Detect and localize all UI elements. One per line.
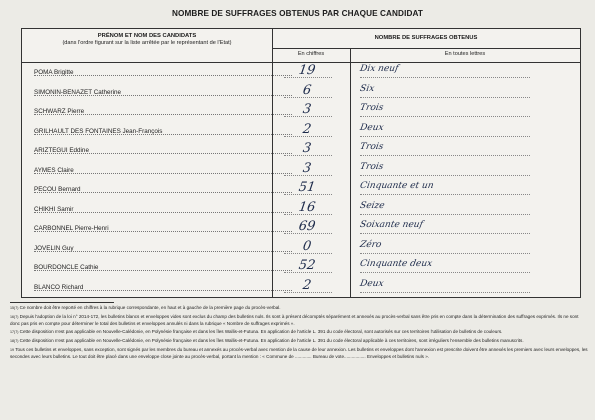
dotted-leader — [34, 173, 292, 174]
votes-digits: 3 — [301, 141, 313, 156]
votes-digits: 2 — [301, 121, 313, 137]
footnote-number: 15(7) — [10, 306, 19, 310]
letters-dotted-line — [360, 136, 530, 137]
letters-dotted-line — [360, 175, 530, 176]
footnote — [10, 329, 588, 336]
votes-digits: 6 — [301, 82, 313, 98]
footnote — [10, 338, 588, 345]
footnote-rule — [10, 302, 114, 303]
votes-digits: 51 — [297, 180, 317, 195]
letters-dotted-line — [360, 77, 530, 78]
table-row — [22, 142, 580, 160]
footnote-number: 18(7) — [10, 339, 19, 344]
candidate-name: PECOU Bernard — [34, 186, 81, 193]
table-row — [22, 279, 580, 297]
candidate-name: SCHWARZ Pierre — [34, 108, 85, 115]
votes-letters: Trois — [359, 103, 385, 113]
footnote-text: Cette disposition n'est pas applicable en Nouvelle-Calédonie, en Polynésie française et dans les îles Wallis-et-Futuna. En application de l'article L. 391 du code électoral, sont autorisés sur ces territoires l'utilisation de bulletins de couleurs. — [19, 329, 503, 335]
votes-letters: Zéro — [359, 239, 383, 250]
letters-dotted-line — [360, 155, 530, 156]
votes-letters: Deux — [359, 278, 385, 289]
digits-column-header: En chiffres — [297, 51, 325, 57]
letters-dotted-line — [360, 272, 530, 273]
candidate-name: POMA Brigitte — [34, 69, 74, 76]
candidate-name: GRILHAULT DES FONTAINES Jean-François — [34, 127, 163, 135]
votes-digits: 16 — [297, 199, 317, 215]
candidate-name: JOVELIN Guy — [34, 244, 74, 252]
table-row — [22, 162, 580, 180]
footnote — [10, 347, 588, 360]
votes-letters: Trois — [359, 142, 385, 152]
votes-letters: Deux — [359, 122, 385, 133]
candidate-name: CHIKHI Samir — [34, 205, 74, 213]
footnote — [10, 314, 588, 327]
votes-letters: Cinquante deux — [359, 259, 433, 269]
table-row — [22, 103, 580, 121]
votes-digits: 3 — [301, 102, 313, 117]
table-row — [22, 181, 580, 199]
table-row — [22, 220, 580, 238]
votes-digits: 69 — [297, 219, 317, 234]
dotted-leader — [34, 134, 292, 135]
footnote-number: 19 — [10, 348, 14, 353]
candidate-name: BLANCO Richard — [34, 283, 84, 291]
table-row — [22, 84, 580, 102]
votes-column-header — [272, 35, 580, 42]
footnote-text: Cette disposition n'est pas applicable en Nouvelle-Calédonie, en Polynésie française et dans les îles Wallis-et-Futuna. En application de l'article L. 391 du code électoral applicable à ces territoires, sont irréguliers l'ensemble des bulletins manuscrits. — [19, 338, 524, 344]
votes-letters: Dix neuf — [359, 64, 400, 74]
dotted-leader — [34, 270, 292, 271]
footnote — [10, 305, 588, 312]
letters-dotted-line — [360, 214, 530, 215]
dotted-leader — [34, 231, 292, 232]
candidate-name: AYMES Claire — [34, 166, 74, 174]
votes-letters: Cinquante et un — [359, 181, 435, 191]
dotted-leader — [34, 290, 292, 291]
votes-digits: 3 — [301, 160, 313, 176]
footnote-text: Tous ces bulletins et enveloppes, sans exception, sont signés par les membres du bureau et annexés au procès-verbal avec mention de la cause de leur annexion. Les bulletins et enveloppes dont l'annexion est prescrite doivent être annexés les premiers avec leurs enveloppes, les secondes avec leurs bulletins. Le tout doit être placé dans une enveloppe close jointe au procès-verbal, portant la mention : « Commune de ............. Bureau de vote................. Enveloppes et bulletins nuls ». — [10, 347, 588, 359]
dotted-leader — [34, 75, 292, 76]
candidate-column-header — [22, 33, 272, 47]
table-row — [22, 259, 580, 277]
letters-dotted-line — [360, 97, 530, 98]
votes-column-title: NOMBRE DE SUFFRAGES OBTENUS — [374, 35, 478, 41]
letters-dotted-line — [360, 292, 530, 293]
candidate-column-subtitle: (dans l'ordre figurant sur la liste arrêtée par le représentant de l'Etat) — [62, 40, 232, 46]
votes-digits: 19 — [297, 63, 317, 78]
votes-digits: 52 — [297, 258, 317, 273]
footnote-number: 17(7) — [10, 330, 19, 335]
table-row — [22, 240, 580, 258]
table-row — [22, 64, 580, 82]
results-table — [21, 28, 581, 298]
votes-letters: Six — [359, 83, 376, 94]
footnote-number: 16(7) — [10, 314, 19, 319]
candidate-name: CARBONNEL Pierre-Henri — [34, 225, 109, 232]
dotted-leader — [34, 251, 292, 252]
dotted-leader — [34, 212, 292, 213]
letters-column-header: En toutes lettres — [444, 51, 486, 57]
table-row — [22, 123, 580, 141]
candidate-column-title: PRÉNOM ET NOM DES CANDIDATS — [97, 33, 197, 39]
letters-dotted-line — [360, 116, 530, 117]
votes-letters: Trois — [359, 161, 385, 172]
footnote-text: Ce nombre doit être reporté en chiffres à la rubrique correspondante, en haut et à gauche de la première page du procès-verbal. — [19, 305, 281, 310]
dotted-leader — [34, 114, 292, 115]
footnote-text: Depuis l'adoption de la loi n° 2014-172, les bulletins blancs et enveloppes vides sont exclus du champ des bulletins nuls. Ils sont à présent décomptés séparément et annexés au procès-verbal sans être pris en compte dans la détermination des suffrages exprimés. Ils ne sont donc pas pris en compte pour déterminer le total des bulletins et enveloppes annulés ni dans la rubrique « Nombre de suffrages exprimés ». — [10, 313, 579, 326]
votes-letters: Soixante neuf — [359, 220, 424, 230]
letters-dotted-line — [360, 253, 530, 254]
table-row — [22, 201, 580, 219]
header-divider — [272, 48, 580, 49]
dotted-leader — [34, 192, 292, 193]
page-title: NOMBRE DE SUFFRAGES OBTENUS PAR CHAQUE CANDIDAT — [172, 9, 423, 18]
candidate-name: ARIZTEGUI Eddine — [34, 147, 89, 154]
votes-digits: 2 — [301, 277, 313, 293]
dotted-leader — [34, 153, 292, 154]
candidate-name: SIMONIN-BENAZET Catherine — [34, 88, 122, 96]
footnotes — [10, 305, 588, 363]
letters-dotted-line — [360, 194, 530, 195]
candidate-name: BOURDONCLE Cathie — [34, 264, 99, 271]
votes-letters: Seize — [359, 200, 386, 211]
dotted-leader — [34, 95, 292, 96]
letters-dotted-line — [360, 233, 530, 234]
votes-digits: 0 — [301, 238, 313, 254]
